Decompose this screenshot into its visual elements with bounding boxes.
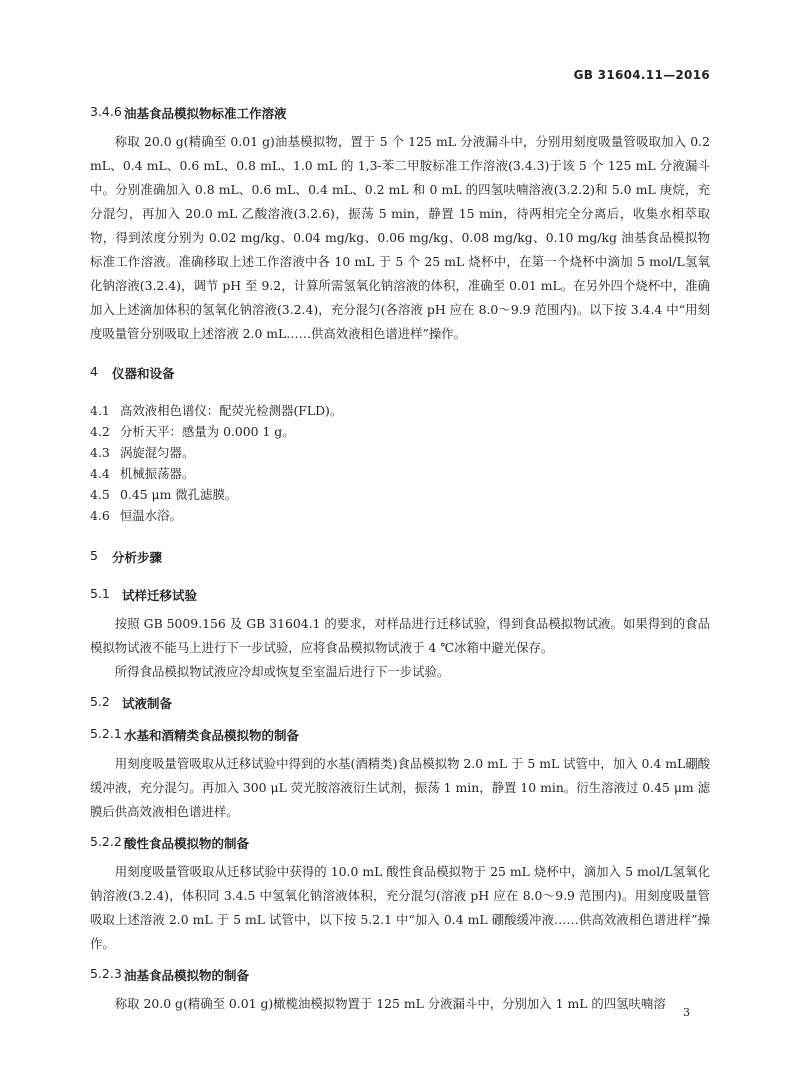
list-item: 4.5 0.45 μm 微孔滤膜。	[90, 487, 238, 502]
page-number: 3	[683, 1006, 690, 1019]
section-heading-5-1	[90, 586, 710, 604]
paragraph-5-2-1: 用刻度吸量管吸取从迁移试验中得到的水基(酒精类)食品模拟物 2.0 mL 于 5 mL 试管中，加入 0.4 mL硼酸缓冲液，充分混匀。再加入 300 μL 荧光胺溶液衍生试剂，振荡 1 min，静置 10 min。衍生溶液过 0.45 μm 滤膜后供高效液相色谱进样。	[90, 756, 710, 819]
section-number: 5	[90, 548, 98, 563]
section-number: 5.2	[90, 694, 110, 709]
section-title: 仪器和设备	[112, 366, 175, 381]
document-body	[90, 104, 710, 1016]
paragraph-3-4-6: 称取 20.0 g(精确至 0.01 g)油基模拟物，置于 5 个 125 mL 分液漏斗中，分别用刻度吸量管吸取加入 0.2 mL、0.4 mL、0.6 mL、0.8 mL、1.0 mL 的 1,3-苯二甲胺标准工作溶液(3.4.3)于该 5 个 125 mL 分液漏斗中。分别准确加入 0.8 mL、0.6 mL、0.4 mL、0.2 mL 和 0 mL 的四氢呋喃溶液(3.2.2)和 5.0 mL 庚烷，充分混匀，再加入 20.0 mL 乙酸溶液(3.2.6)，振荡 5 min，静置 15 min，待两相完全分离后，收集水相萃取物，得到浓度分别为 0.02 mg/kg、0.04 mg/kg、0.06 mg/kg、0.08 mg/kg、0.10 mg/kg 油基食品模拟物标准工作溶液。准确移取上述工作溶液中各 10 mL 于 5 个 25 mL 烧杯中，在第一个烧杯中滴加 5 mol/L氢氧化钠溶液(3.2.4)，调节 pH 至 9.2，计算所需氢氧化钠溶液的体积，准确至 0.01 mL。在另外四个烧杯中，准确加入上述滴加体积的氢氧化钠溶液(3.2.4)，充分混匀(各溶液 pH 应在 8.0～9.9 范围内)。以下按 3.4.4 中“用刻度吸量管分别吸取上述溶液 2.0 mL……供高效液相色谱进样”操作。	[90, 134, 710, 341]
section-title: 油基食品模拟物标准工作溶液	[124, 106, 287, 121]
section-title: 水基和酒精类食品模拟物的制备	[124, 728, 300, 743]
section-number: 5.2.2	[90, 834, 122, 849]
paragraph-5-2-3: 称取 20.0 g(精确至 0.01 g)橄榄油模拟物置于 125 mL 分液漏斗中，分别加入 1 mL 的四氢呋喃溶	[114, 996, 666, 1011]
paragraph-5-2-2: 用刻度吸量管吸取从迁移试验中获得的 10.0 mL 酸性食品模拟物于 25 mL 烧杯中，滴加入 5 mol/L氢氧化钠溶液(3.2.4)，体积同 3.4.5 中氢氧化钠溶液体积，充分混匀(溶液 pH 应在 8.0～9.9 范围内)。用刻度吸量管吸取上述溶液 2.0 mL 于 5 mL 试管中，以下按 5.2.1 中“加入 0.4 mL 硼酸缓冲液……供高效液相色谱进样”操作。	[90, 864, 710, 951]
standard-number-header: GB 31604.11—2016	[573, 68, 710, 82]
section-heading-3-4-6	[90, 104, 710, 122]
section-number: 5.2.1	[90, 726, 122, 741]
list-item: 4.4 机械振荡器。	[90, 466, 195, 481]
section-number: 3.4.6	[90, 104, 122, 119]
section-heading-5-2-2	[90, 834, 710, 852]
paragraph-5-1-b: 所得食品模拟物试液应冷却或恢复至室温后进行下一步试验。	[114, 664, 450, 679]
section-number: 5.2.3	[90, 966, 122, 981]
equipment-list	[90, 400, 710, 526]
section-title: 试样迁移试验	[122, 588, 198, 603]
section-title: 酸性食品模拟物的制备	[124, 836, 250, 851]
list-item: 4.1 高效液相色谱仪：配荧光检测器(FLD)。	[90, 403, 343, 418]
section-heading-5	[90, 548, 710, 566]
section-title: 油基食品模拟物的制备	[124, 968, 250, 983]
section-number: 5.1	[90, 586, 110, 601]
section-heading-4	[90, 364, 710, 382]
list-item: 4.6 恒温水浴。	[90, 508, 182, 523]
list-item: 4.2 分析天平：感量为 0.000 1 g。	[90, 424, 295, 439]
section-heading-5-2-3	[90, 966, 710, 984]
section-number: 4	[90, 364, 98, 379]
section-heading-5-2	[90, 694, 710, 712]
paragraph-5-1-a: 按照 GB 5009.156 及 GB 31604.1 的要求，对样品进行迁移试验，得到食品模拟物试液。如果得到的食品模拟物试液不能马上进行下一步试验，应将食品模拟物试液于 4 ℃冰箱中避光保存。	[90, 616, 710, 655]
section-heading-5-2-1	[90, 726, 710, 744]
list-item: 4.3 涡旋混匀器。	[90, 445, 195, 460]
section-title: 分析步骤	[112, 550, 163, 565]
section-title: 试液制备	[122, 696, 173, 711]
